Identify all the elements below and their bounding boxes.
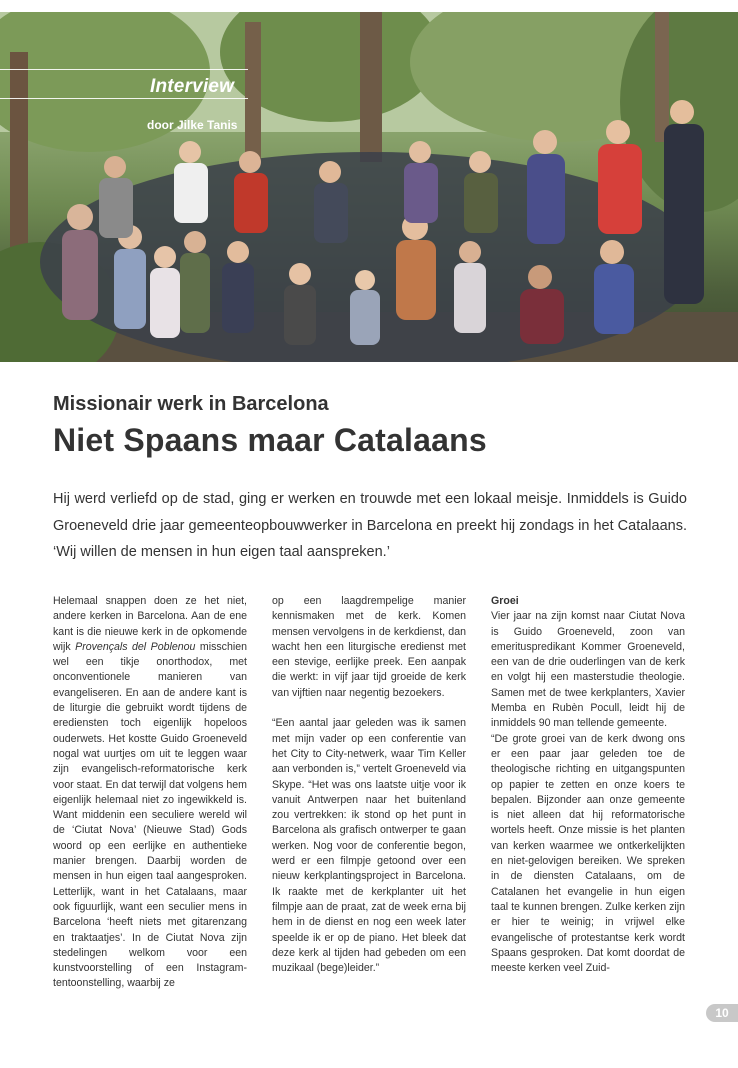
author-byline: door Jilke Tanis: [147, 118, 238, 132]
paragraph: op een laagdrempelige manier kennismaken met de kerk. Komen mensen vervolgens in de kerkdienst, dan wacht hen een liturgische eredienst met een stevige, eerlijke preek. Een aanpak die werkt: in vijf jaar tijd groeide de kerk van vijftien naar negentig bezoekers.: [272, 595, 466, 699]
paragraph: “De grote groei van de kerk dwong ons er een paar jaar geleden toe de theologische richting en uitgangspunten op papier te zetten en onze koers te bepalen. Bijzonder aan onze gemeente is niet alleen dat hij reformatorische wortels heeft. Onze missie is het planten van kerken waarmee we ontkerkelijkten en niet-gelovigen bereiken. We spreken in de diensten Catalaans, om de Catalanen het evangelie in hun eigen taal te kunnen brengen. Zulke kerken zijn er hier te weinig; in vrijwel elke evangelische of protestantse kerk wordt Spaans gesproken. Dat komt doordat de meeste kerken veel Zuid-: [491, 732, 685, 975]
article-lead: Hij werd verliefd op de stad, ging er werken en trouwde met een lokaal meisje. Inmiddels is Guido Groeneveld drie jaar gemeenteopbouwwerker in Barcelona en preekt hij zondags in het Catalaans. ‘Wij willen de mensen in hun eigen taal aanspreken.’: [53, 491, 687, 560]
paragraph: Vier jaar na zijn komst naar Ciutat Nova is Guido Groeneveld, zoon van emerituspredikant Kommer Groeneveld, een van de drie ouderlingen van de kerk en volgt hij een masterstudie theologie. Samen met de twee kerkplanters, Xavier Memba en Rubèn Pocull, leidt hij de inmiddels 90 man tellende gemeente.: [491, 610, 685, 730]
section-label: Interview: [150, 76, 235, 97]
body-column-1: [53, 594, 247, 1007]
paragraph: Helemaal snappen doen ze het niet, andere kerken in Barcelona. Aan de ene kant is die nieuwe kerk in de opkomende wijk Provençals del Poblenou misschien wel een tikje onorthodox, met onconventionele manieren van evangeliseren. En aan de andere kant is de liturgie die gebruikt wordt tijdens de erediensten toch eigenlijk hopeloos ouderwets. Het kostte Guido Groeneveld nogal wat uurtjes om uit te leggen waar zijn evangelisch-reformatorische kerk voor staat. En dat terwijl dat volgens hem eigenlijk helemaal niet zo ingewikkeld is. Want middenin een seculiere wereld wil de ‘Ciutat Nova’ (Nieuwe Stad) Gods woord op een eerlijke en authentieke manier brengen. Daarbij worden de mensen in hun eigen taal aangesproken. Letterlijk, want in het Catalaans, maar ook figuurlijk, want een seculier mens in Barcelona ‘heeft niets met gitarenzang en traktaatjes’. In de Ciutat Nova zijn stedelingen welkom voor een kunstvoorstelling of een Instagram-tentoonstelling, waarbij ze: [53, 595, 247, 990]
neighborhood-name: Provençals del Poblenou: [75, 640, 196, 653]
article-title: Niet Spaans maar Catalaans: [53, 422, 487, 458]
section-heading: Groei: [491, 595, 519, 607]
article-subtitle: Missionair werk in Barcelona: [53, 393, 329, 415]
page-number: 10: [706, 1004, 738, 1022]
group-photo: [0, 12, 738, 362]
group-photo-icon: [0, 12, 738, 362]
kicker-line-top: [0, 69, 248, 70]
paragraph: “Een aantal jaar geleden was ik samen met mijn vader op een conferentie van het City to City-netwerk, waar Tim Keller aan verbonden is,” vertelt Groeneveld via Skype. “Het was ons laatste uitje voor ik vanuit Antwerpen naar het buitenland zou vertrekken: ik stond op het punt in Barcelona als grafisch ontwerper te gaan werken. Nog voor de conferentie begon, werd er een filmpje getoond over een nieuw kerkplantingsproject in Barcelona. Ik raakte met de kerkplanter uit het filmpje aan de praat, zat de week erna bij hem in de dienst en nog een week later speelde ik er op de piano. Het bleek dat deze kerk al tijden had gebeden om een muzikaal (bege)leider.”: [272, 717, 466, 975]
body-column-3: [491, 594, 685, 992]
body-column-2: [272, 594, 466, 992]
kicker-line-bottom: [0, 98, 248, 99]
